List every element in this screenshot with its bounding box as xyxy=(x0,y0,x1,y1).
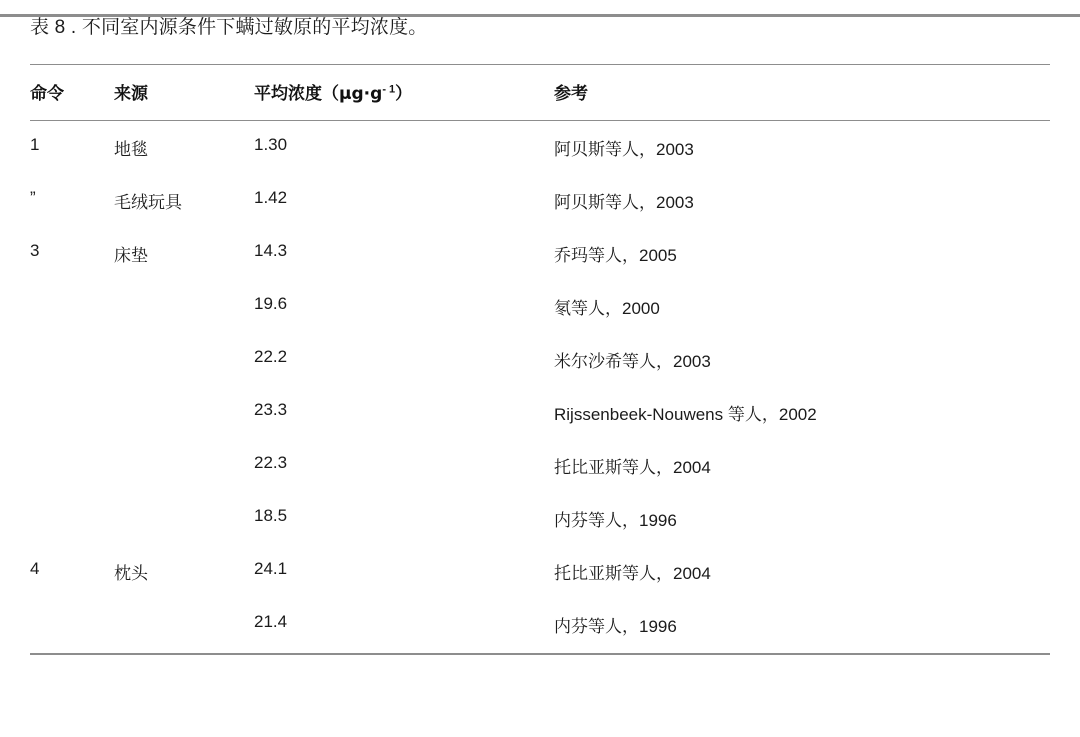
table-caption: 表 8 . 不同室内源条件下螨过敏原的平均浓度。 xyxy=(30,17,428,38)
cell-order xyxy=(30,333,114,386)
table-body xyxy=(30,121,1050,652)
cell-order xyxy=(30,598,114,651)
cell-concentration: 24.1 xyxy=(254,559,288,578)
cell-source: 毛绒玩具 xyxy=(114,193,182,212)
cell-reference[interactable]: 阿贝斯等人，2003 xyxy=(554,140,694,159)
cell-order xyxy=(30,280,114,333)
cell-order xyxy=(30,386,114,439)
column-header-concentration xyxy=(254,65,554,121)
table-header xyxy=(30,65,1050,121)
cell-reference[interactable]: 内芬等人，1996 xyxy=(554,511,677,530)
table-row xyxy=(30,333,1050,386)
table-row xyxy=(30,598,1050,651)
table-header-row xyxy=(30,65,1050,121)
column-header-reference: 参考 xyxy=(554,65,1050,121)
cell-concentration: 22.3 xyxy=(254,453,288,472)
cell-order: ” xyxy=(30,188,36,207)
cell-concentration: 1.30 xyxy=(254,135,288,154)
cell-reference[interactable]: 乔玛等人，2005 xyxy=(554,246,677,265)
cell-reference[interactable]: 阿贝斯等人，2003 xyxy=(554,193,694,212)
concentration-label-suffix: ） xyxy=(395,84,413,103)
concentration-unit-exponent: - 1 xyxy=(382,83,396,96)
concentration-label-prefix: 平均浓度（ xyxy=(254,84,339,103)
cell-order: 1 xyxy=(30,135,40,154)
cell-concentration: 19.6 xyxy=(254,294,288,313)
cell-source: 床垫 xyxy=(114,246,148,265)
cell-order xyxy=(30,492,114,545)
top-divider xyxy=(0,14,1080,17)
cell-reference[interactable]: 托比亚斯等人，2004 xyxy=(554,458,711,477)
bottom-divider xyxy=(30,653,1050,655)
cell-source xyxy=(114,333,254,386)
column-header-order: 命令 xyxy=(30,65,114,121)
cell-reference[interactable]: 米尔沙希等人，2003 xyxy=(554,352,711,371)
cell-source xyxy=(114,598,254,651)
cell-reference[interactable]: Rijssenbeek-Nouwens 等人，2002 xyxy=(554,405,817,424)
cell-concentration: 22.2 xyxy=(254,347,288,366)
cell-source xyxy=(114,439,254,492)
document-page xyxy=(0,14,1080,737)
cell-concentration: 14.3 xyxy=(254,241,288,260)
cell-order xyxy=(30,439,114,492)
table-row xyxy=(30,280,1050,333)
cell-concentration: 18.5 xyxy=(254,506,288,525)
cell-reference[interactable]: 托比亚斯等人，2004 xyxy=(554,564,711,583)
table-row xyxy=(30,545,1050,598)
table-row xyxy=(30,386,1050,439)
cell-source xyxy=(114,280,254,333)
cell-order: 3 xyxy=(30,241,40,260)
allergen-concentration-table xyxy=(30,64,1050,651)
cell-concentration: 21.4 xyxy=(254,612,288,631)
cell-order: 4 xyxy=(30,559,40,578)
table-row xyxy=(30,439,1050,492)
cell-source: 枕头 xyxy=(114,564,148,583)
table-row xyxy=(30,492,1050,545)
concentration-unit: μg·g xyxy=(339,84,383,104)
cell-source xyxy=(114,386,254,439)
table-row xyxy=(30,121,1050,175)
cell-reference[interactable]: 内芬等人，1996 xyxy=(554,617,677,636)
table-row xyxy=(30,174,1050,227)
cell-source: 地毯 xyxy=(114,140,148,159)
cell-concentration: 1.42 xyxy=(254,188,288,207)
column-header-source: 来源 xyxy=(114,65,254,121)
table-row xyxy=(30,227,1050,280)
cell-concentration: 23.3 xyxy=(254,400,288,419)
cell-source xyxy=(114,492,254,545)
cell-reference[interactable]: 氡等人，2000 xyxy=(554,299,660,318)
